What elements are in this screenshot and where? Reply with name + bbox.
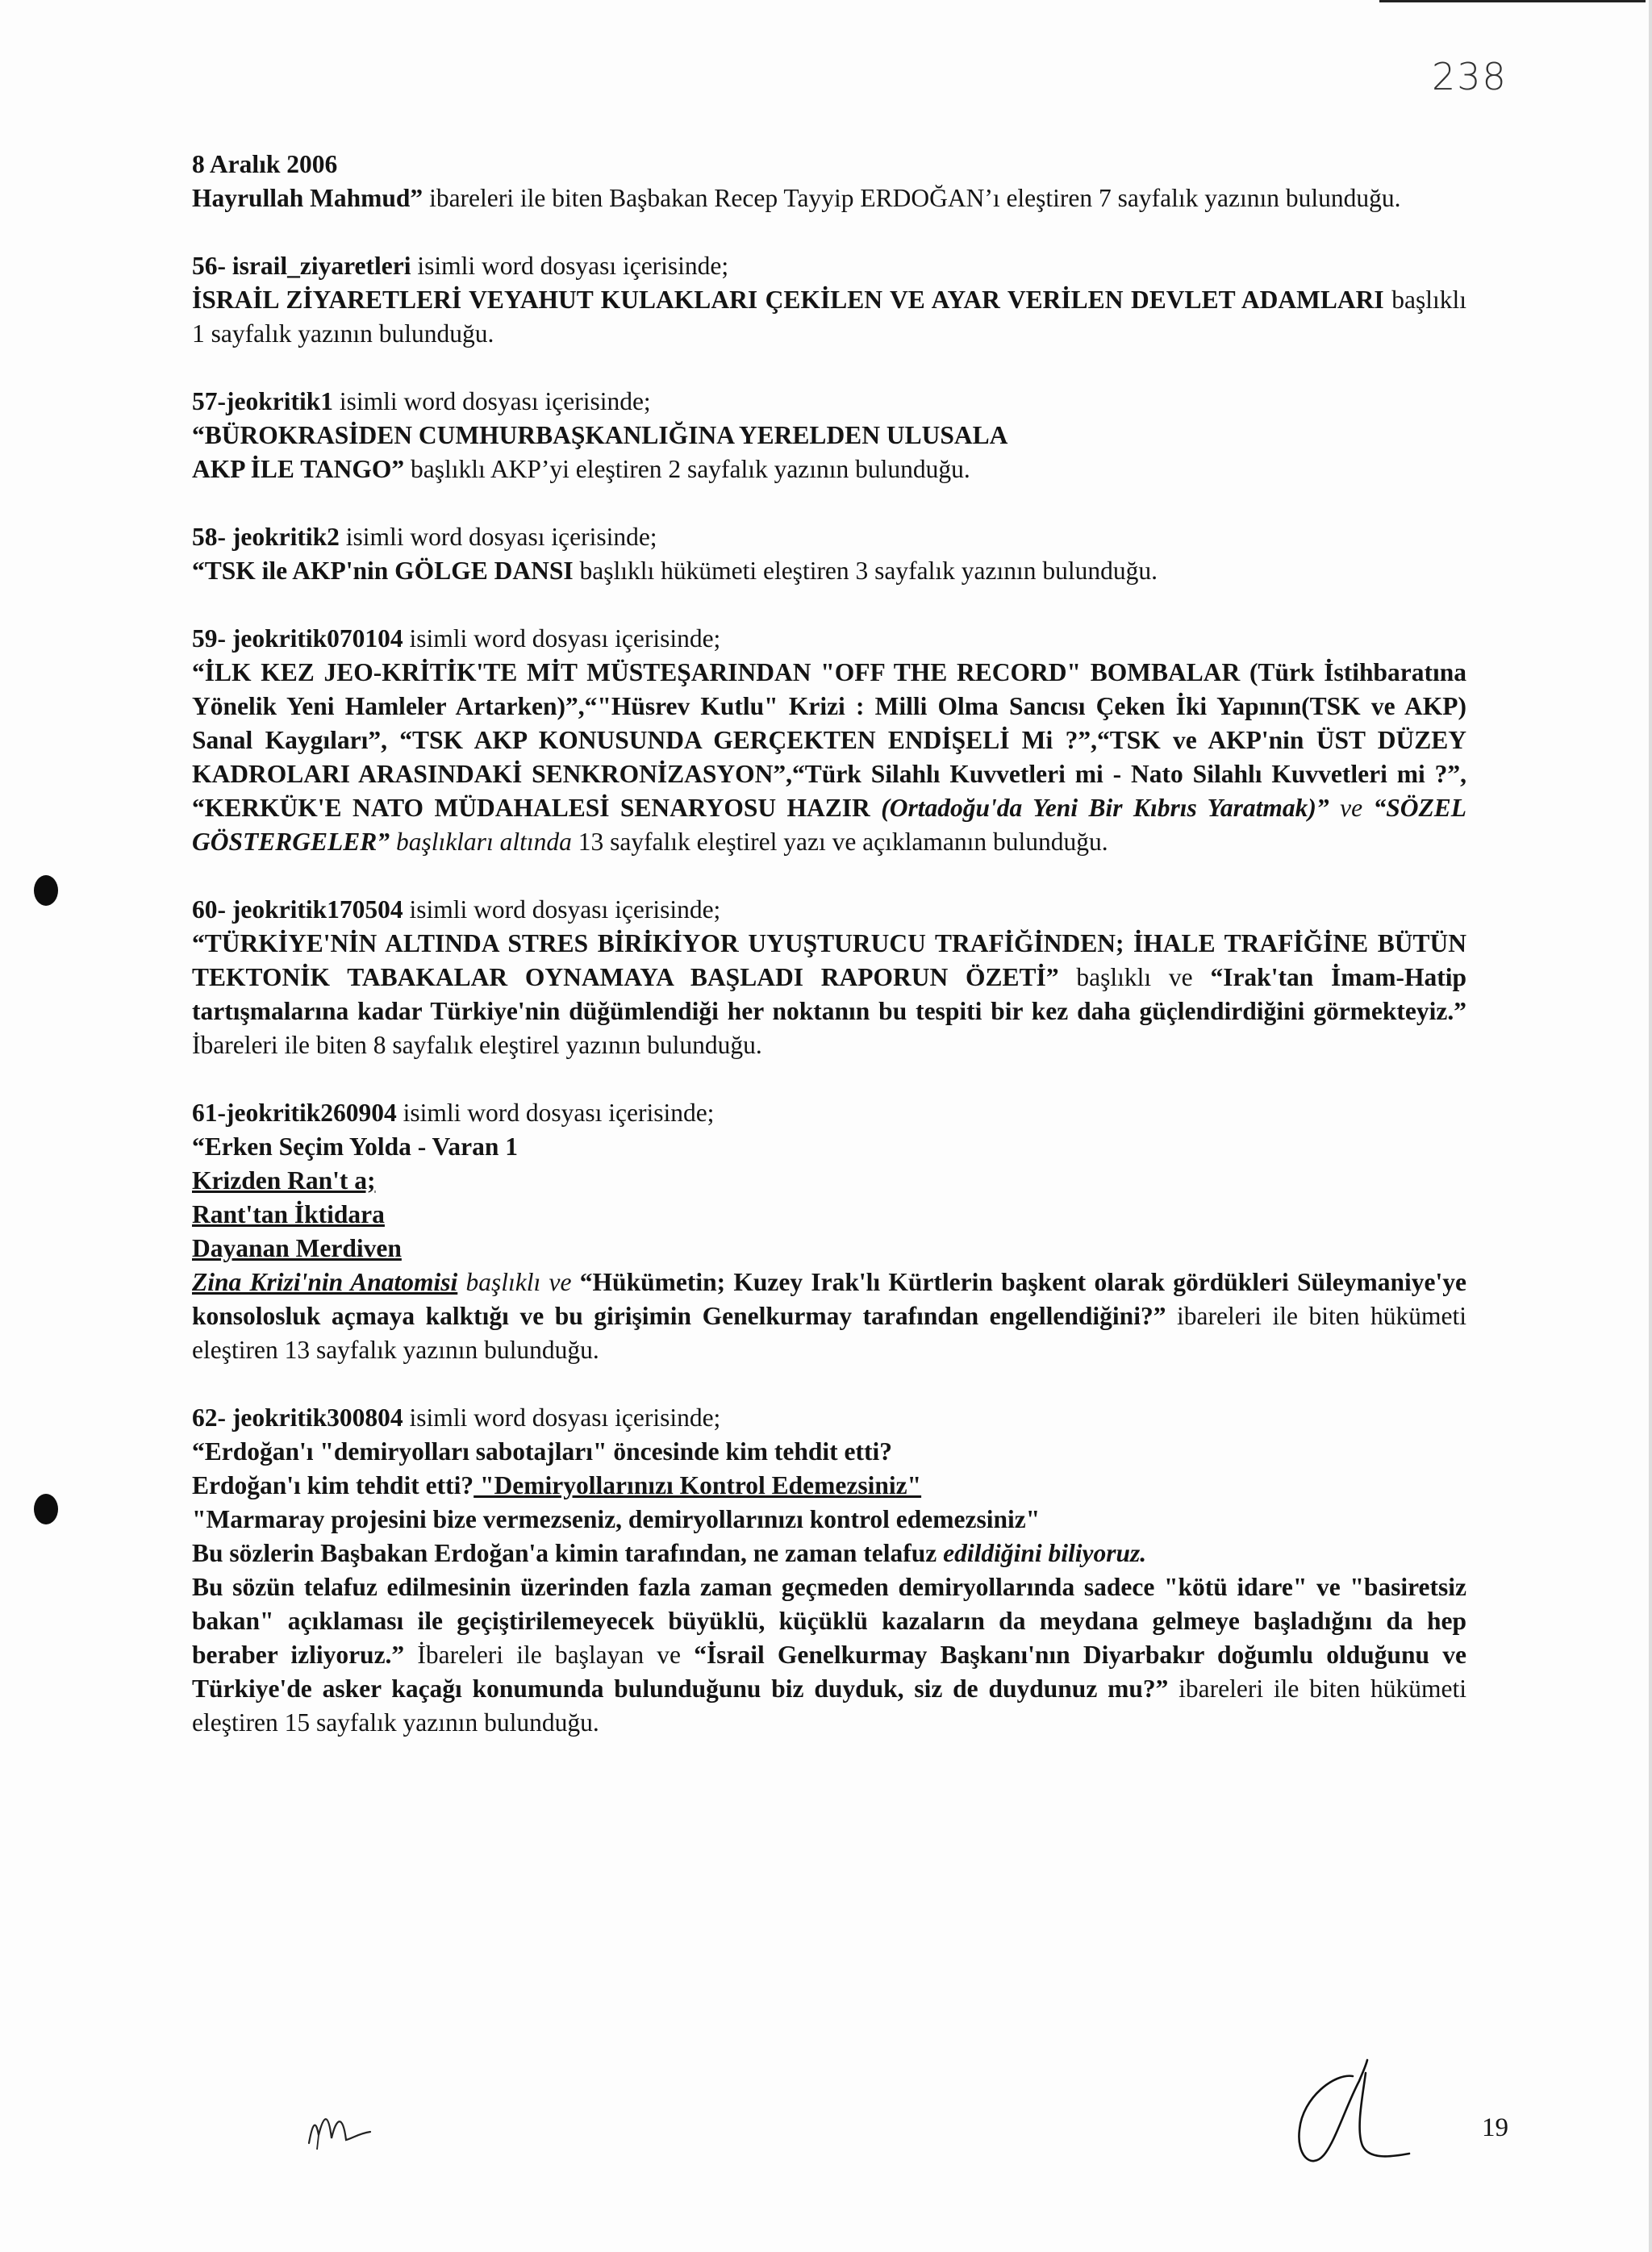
section-60	[192, 893, 1466, 1062]
section-57-text: AKP İLE TANGO” başlıklı AKP’yi eleştiren 2 sayfalık yazının bulunduğu.	[192, 455, 970, 483]
section-61-line-1: “Erken Seçim Yolda - Varan 1	[192, 1132, 518, 1161]
section-date-text: Hayrullah Mahmud” ibareleri ile biten Başbakan Recep Tayyip ERDOĞAN’ı eleştiren 7 sayfalık yazının bulunduğu.	[192, 184, 1401, 212]
section-58-text: “TSK ile AKP'nin GÖLGE DANSI başlıklı hükümeti eleştiren 3 sayfalık yazının bulunduğu.	[192, 557, 1158, 585]
section-62-heading: 62- jeokritik300804 isimli word dosyası içerisinde;	[192, 1403, 721, 1432]
section-61-text: Zina Krizi'nin Anatomisi başlıklı ve “Hükümetin; Kuzey Irak'lı Kürtlerin başkent olarak gördükleri Süleymaniye'ye konsolosluk açmaya kalktığı ve bu girişimin Genelkurmay tarafından engellendiğini?” ibareleri ile biten hükümeti eleştiren 13 sayfalık yazının bulunduğu.	[192, 1268, 1466, 1364]
section-61-line-3: Rant'tan İktidara	[192, 1200, 385, 1228]
section-59	[192, 622, 1466, 859]
page-number: 19	[1482, 2113, 1508, 2142]
initials-signature-icon	[302, 2093, 391, 2158]
section-date-heading: 8 Aralık 2006	[192, 150, 338, 178]
scan-edge	[1649, 0, 1652, 2252]
section-57	[192, 385, 1466, 486]
section-59-text: “İLK KEZ JEO-KRİTİK'TE MİT MÜSTEŞARINDAN "OFF THE RECORD" BOMBALAR (Türk İstihbaratına Yönelik Yeni Hamleler Artarken)”,“"Hüsrev Kutlu" Krizi : Milli Olma Sancısı Çeken İki Yapının(TSK ve AKP) Sanal Kaygıları”, “TSK AKP KONUSUNDA GERÇEKTEN ENDİŞELİ Mi ?”,“TSK ve AKP'nin ÜST DÜZEY KADROLARI ARASINDAKİ SENKRONİZASYON”,“Türk Silahlı Kuvvetleri mi - Nato Silahlı Kuvvetleri mi ?”, “KERKÜK'E NATO MÜDAHALESİ SENARYOSU HAZIR (Ortadoğu'da Yeni Bir Kıbrıs Yaratmak)” ve “SÖZEL GÖSTERGELER” başlıkları altında 13 sayfalık eleştirel yazı ve açıklamanın bulunduğu.	[192, 658, 1466, 856]
section-62-text: Bu sözün telafuz edilmesinin üzerinden fazla zaman geçmeden demiryollarında sadece "kötü idare" ve "basiretsiz bakan" açıklaması ile geçiştirilemeyecek büyüklü, küçüklü kazaların da meydana gelmeye başladığını da hep beraber izliyoruz.” İbareleri ile başlayan ve “İsrail Genelkurmay Başkanı'nın Diyarbakır doğumlu olduğunu ve Türkiye'de asker kaçağı konumunda bulunduğunu biz duyduk, siz de duydunuz mu?” ibareleri ile biten hükümeti eleştiren 15 sayfalık yazının bulunduğu.	[192, 1573, 1466, 1737]
punch-hole-icon	[34, 875, 58, 906]
top-edge-line	[1379, 0, 1646, 2]
section-61-line-2: Krizden Ran't a;	[192, 1166, 376, 1195]
section-57-title: “BÜROKRASİDEN CUMHURBAŞKANLIĞINA YERELDEN ULUSALA	[192, 421, 1008, 449]
punch-hole-icon	[34, 1494, 58, 1524]
section-61	[192, 1096, 1466, 1367]
section-61-line-4: Dayanan Merdiven	[192, 1234, 402, 1262]
section-56-heading: 56- israil_ziyaretleri isimli word dosyası içerisinde;	[192, 252, 729, 280]
signature-icon	[1279, 2049, 1432, 2178]
section-61-heading: 61-jeokritik260904 isimli word dosyası içerisinde;	[192, 1099, 715, 1127]
section-62-line-2: Erdoğan'ı kim tehdit etti? "Demiryollarınızı Kontrol Edemezsiniz"	[192, 1471, 922, 1499]
section-59-heading: 59- jeokritik070104 isimli word dosyası içerisinde;	[192, 624, 721, 653]
section-62-line-1: “Erdoğan'ı "demiryolları sabotajları" öncesinde kim tehdit etti?	[192, 1437, 892, 1466]
section-60-text: “TÜRKİYE'NİN ALTINDA STRES BİRİKİYOR UYUŞTURUCU TRAFİĞİNDEN; İHALE TRAFİĞİNE BÜTÜN TEKTONİK TABAKALAR OYNAMAYA BAŞLADI RAPORUN ÖZETİ” başlıklı ve “Irak'tan İmam-Hatip tartışmalarına kadar Türkiye'nin düğümlendiği her noktanın bu tespiti bir kez daha güçlendirdiğini görmekteyiz.” İbareleri ile biten 8 sayfalık eleştirel yazının bulunduğu.	[192, 929, 1466, 1059]
section-62-line-3: "Marmaray projesini bize vermezseniz, demiryollarınızı kontrol edemezsiniz"	[192, 1505, 1041, 1533]
handwritten-page-number: 238	[1432, 55, 1508, 98]
section-56-text: İSRAİL ZİYARETLERİ VEYAHUT KULAKLARI ÇEKİLEN VE AYAR VERİLEN DEVLET ADAMLARI başlıklı 1 sayfalık yazının bulunduğu.	[192, 286, 1466, 348]
section-60-heading: 60- jeokritik170504 isimli word dosyası içerisinde;	[192, 895, 721, 924]
document-body	[192, 148, 1466, 1774]
section-62	[192, 1401, 1466, 1740]
section-58-heading: 58- jeokritik2 isimli word dosyası içerisinde;	[192, 523, 657, 551]
section-62-line-4: Bu sözlerin Başbakan Erdoğan'a kimin tarafından, ne zaman telafuz edildiğini biliyoruz.	[192, 1539, 1147, 1567]
section-57-heading: 57-jeokritik1 isimli word dosyası içerisinde;	[192, 387, 651, 415]
section-56	[192, 249, 1466, 351]
section-date	[192, 148, 1466, 215]
section-58	[192, 520, 1466, 588]
